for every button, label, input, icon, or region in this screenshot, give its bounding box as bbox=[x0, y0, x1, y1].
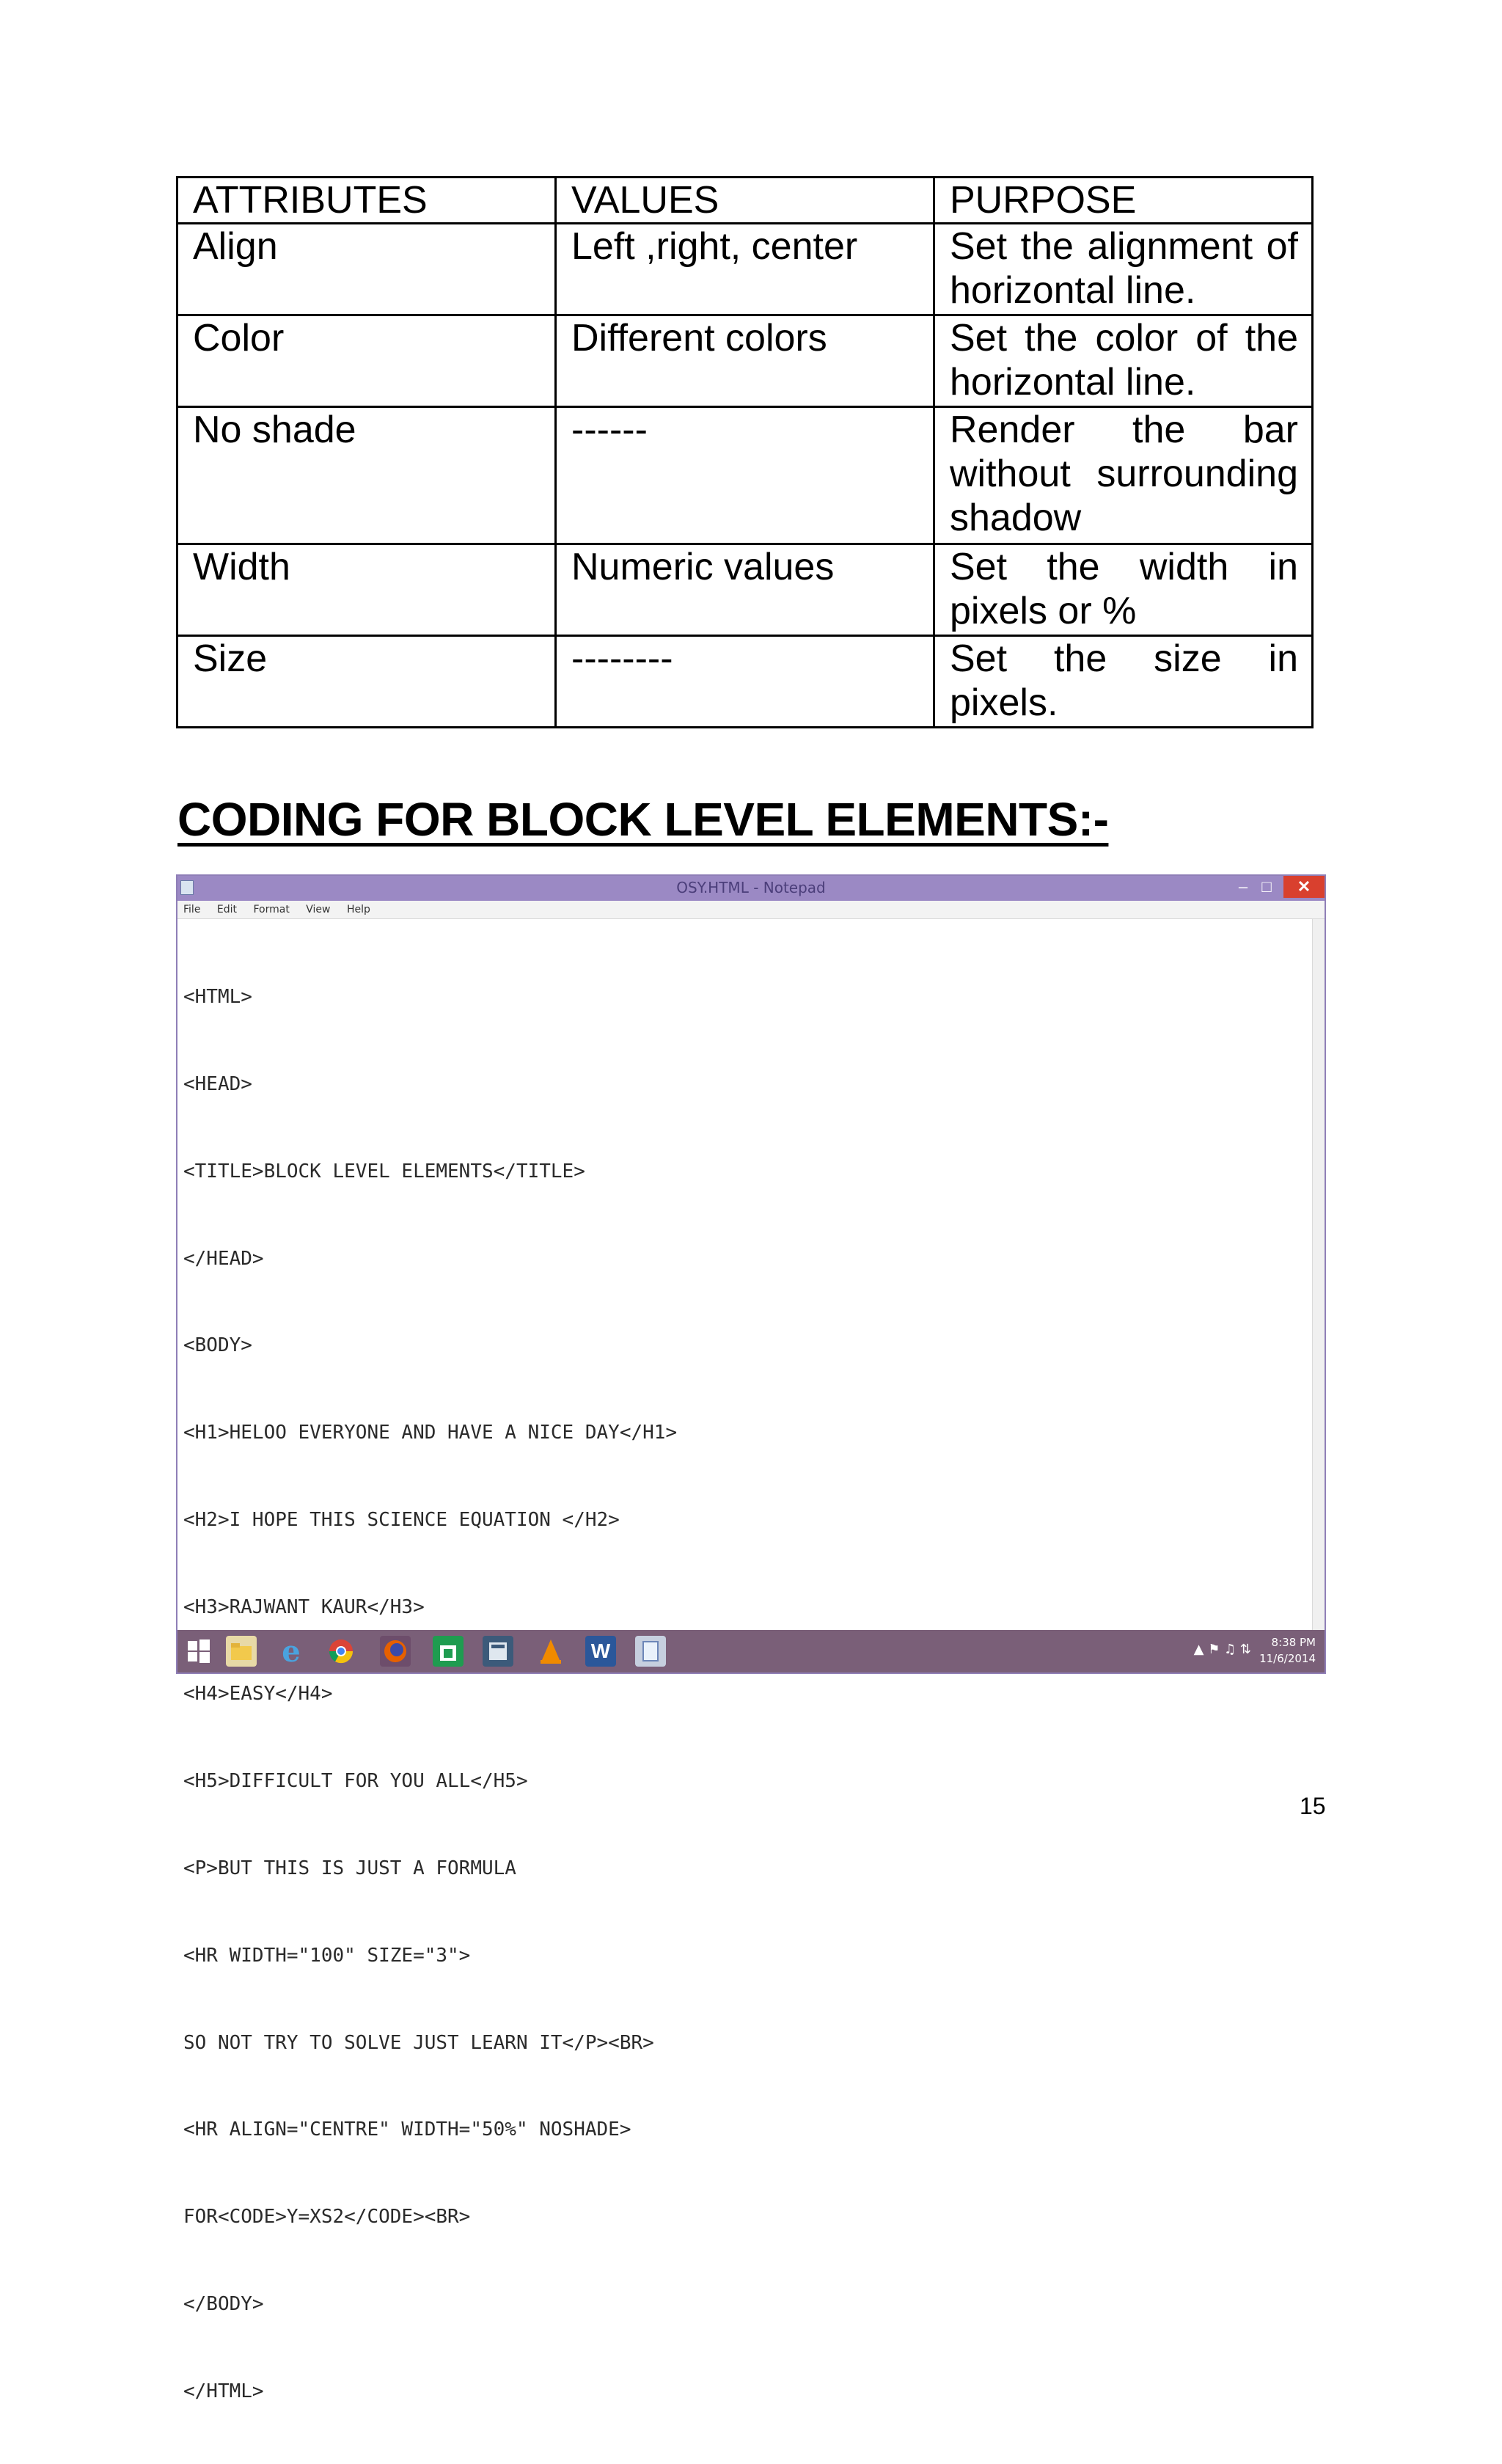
section-heading: CODING FOR BLOCK LEVEL ELEMENTS:- bbox=[177, 793, 1109, 846]
header-purpose: PURPOSE bbox=[934, 178, 1313, 224]
table-header-row bbox=[177, 178, 1313, 224]
notepad-menubar bbox=[177, 901, 1325, 919]
code-line: <HR ALIGN="CENTRE" WIDTH="50%" NOSHADE> bbox=[183, 2118, 631, 2141]
attribute-cell: Width bbox=[177, 544, 556, 636]
calculator-icon[interactable] bbox=[483, 1636, 513, 1667]
code-line: </HEAD> bbox=[183, 1247, 264, 1270]
attribute-cell: Color bbox=[177, 315, 556, 407]
system-tray-icons[interactable]: ▲ ⚑ ♫ ⇅ bbox=[1193, 1642, 1251, 1657]
window-title: OSY.HTML - Notepad bbox=[676, 879, 826, 896]
header-attributes: ATTRIBUTES bbox=[177, 178, 556, 224]
table-row bbox=[177, 407, 1313, 544]
purpose-cell: Set the size in pixels. bbox=[934, 636, 1313, 728]
minimize-button[interactable]: – bbox=[1238, 877, 1248, 896]
code-line: <P>BUT THIS IS JUST A FORMULA bbox=[183, 1857, 516, 1879]
code-line: </BODY> bbox=[183, 2292, 264, 2315]
value-cell: -------- bbox=[556, 636, 934, 728]
page-number: 15 bbox=[1300, 1793, 1326, 1819]
notepad-icon[interactable] bbox=[635, 1636, 666, 1667]
value-cell: ------ bbox=[556, 407, 934, 544]
code-line: <H1>HELOO EVERYONE AND HAVE A NICE DAY</H1> bbox=[183, 1422, 678, 1444]
code-line: <BODY> bbox=[183, 1334, 252, 1357]
value-cell: Different colors bbox=[556, 315, 934, 407]
code-line: <HTML> bbox=[183, 986, 252, 1009]
internet-explorer-icon[interactable]: e bbox=[282, 1634, 301, 1669]
attribute-cell: No shade bbox=[177, 407, 556, 544]
code-line: <H5>DIFFICULT FOR YOU ALL</H5> bbox=[183, 1770, 528, 1793]
attribute-cell: Align bbox=[177, 224, 556, 315]
menu-view[interactable]: View bbox=[306, 904, 331, 915]
close-button[interactable]: ✕ bbox=[1283, 876, 1325, 898]
code-line: <H4>EASY</H4> bbox=[183, 1683, 333, 1706]
purpose-cell: Set the color of the horizontal line. bbox=[934, 315, 1313, 407]
code-line: <H3>RAJWANT KAUR</H3> bbox=[183, 1595, 425, 1618]
code-line: <HR WIDTH="100" SIZE="3"> bbox=[183, 1944, 471, 1967]
menu-help[interactable]: Help bbox=[346, 904, 370, 915]
clock-date: 11/6/2014 bbox=[1259, 1652, 1316, 1665]
value-cell: Numeric values bbox=[556, 544, 934, 636]
code-line: <H2>I HOPE THIS SCIENCE EQUATION </H2> bbox=[183, 1508, 620, 1531]
windows-taskbar bbox=[177, 1630, 1325, 1672]
code-line: FOR<CODE>Y=XS2</CODE><BR> bbox=[183, 2206, 471, 2229]
windows-start-icon[interactable] bbox=[183, 1636, 214, 1667]
header-values: VALUES bbox=[556, 178, 934, 224]
file-explorer-icon[interactable] bbox=[226, 1636, 257, 1667]
menu-file[interactable]: File bbox=[183, 904, 201, 915]
code-line: SO NOT TRY TO SOLVE JUST LEARN IT</P><BR> bbox=[183, 2031, 654, 2054]
menu-format[interactable]: Format bbox=[253, 904, 290, 915]
code-line: </HTML> bbox=[183, 2380, 264, 2402]
taskbar-clock[interactable] bbox=[1259, 1634, 1316, 1667]
attributes-table bbox=[176, 176, 1314, 728]
firefox-icon[interactable] bbox=[380, 1636, 411, 1667]
notepad-titlebar bbox=[177, 876, 1325, 901]
value-cell: Left ,right, center bbox=[556, 224, 934, 315]
code-line: <HEAD> bbox=[183, 1072, 252, 1095]
purpose-cell: Render the bar without surrounding shadow bbox=[934, 407, 1313, 544]
table-row bbox=[177, 544, 1313, 636]
table-row bbox=[177, 636, 1313, 728]
table-row bbox=[177, 315, 1313, 407]
maximize-button[interactable]: □ bbox=[1261, 877, 1272, 896]
menu-edit[interactable]: Edit bbox=[216, 904, 238, 915]
table-row bbox=[177, 224, 1313, 315]
word-icon[interactable]: W bbox=[585, 1636, 616, 1667]
purpose-cell: Set the width in pixels or % bbox=[934, 544, 1313, 636]
chrome-icon[interactable] bbox=[326, 1636, 356, 1667]
store-icon[interactable] bbox=[433, 1636, 464, 1667]
purpose-cell: Set the alignment of horizontal line. bbox=[934, 224, 1313, 315]
attribute-cell: Size bbox=[177, 636, 556, 728]
vertical-scrollbar[interactable] bbox=[1312, 919, 1325, 1630]
code-line: <TITLE>BLOCK LEVEL ELEMENTS</TITLE> bbox=[183, 1160, 585, 1182]
vlc-icon[interactable] bbox=[535, 1636, 566, 1667]
clock-time: 8:38 PM bbox=[1271, 1636, 1316, 1649]
